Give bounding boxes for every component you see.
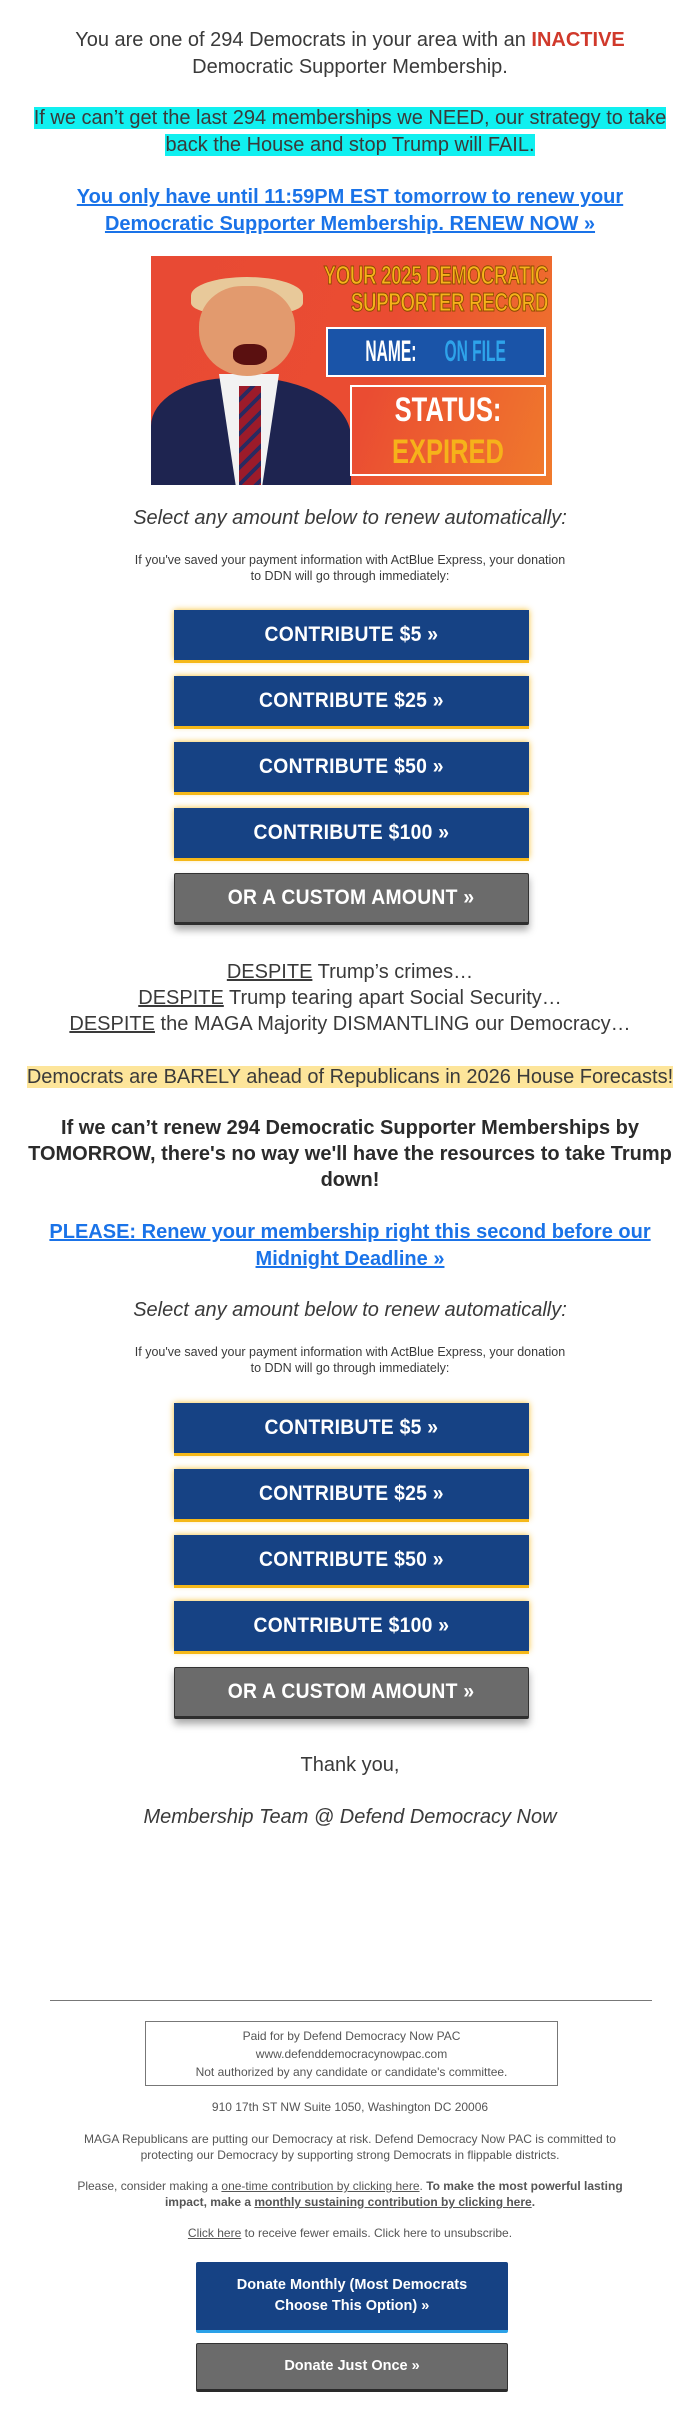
- button-label: CONTRIBUTE $5 »: [264, 1416, 439, 1439]
- name-value: ON FILE: [443, 335, 506, 368]
- custom-amount-button[interactable]: [174, 873, 529, 925]
- contribute-5-button-2[interactable]: [174, 1403, 529, 1453]
- donate-once-button[interactable]: Donate Just Once »: [196, 2343, 508, 2392]
- despite-word: DESPITE: [138, 987, 224, 1009]
- signature: Membership Team @ Defend Democracy Now: [143, 1806, 557, 1828]
- despite-text: the MAGA Majority DISMANTLING our Democracy…: [154, 1013, 631, 1035]
- custom-amount-button-2[interactable]: [174, 1667, 529, 1719]
- donate-monthly-button[interactable]: Donate Monthly (Most Democrats Choose This Option) »: [196, 2262, 508, 2333]
- button-label: CONTRIBUTE $100 »: [253, 1614, 450, 1637]
- monthly-link[interactable]: monthly sustaining contribution by clicking here: [254, 2195, 532, 2209]
- footer-divider: [50, 2000, 652, 2001]
- intro-text: [0, 27, 700, 80]
- bold-text: To make the most powerful lasting impact, make a: [164, 2179, 623, 2209]
- highlighted-warning: If we can’t get the last 294 memberships we NEED, our strategy to take back the House and stop Trump will FAIL.: [33, 107, 667, 156]
- contribute-100-button-2[interactable]: [174, 1601, 529, 1651]
- forecast-text: [0, 1064, 700, 1091]
- disclaimer-box: [145, 2021, 558, 2086]
- email-prefs: [0, 2225, 700, 2241]
- contribute-100-button[interactable]: [174, 808, 529, 858]
- fewer-emails-link[interactable]: Click here: [187, 2226, 242, 2240]
- despite-line: [0, 959, 700, 985]
- separator: .: [419, 2179, 427, 2193]
- renewal-warning: If we can’t renew 294 Democratic Supporter Memberships by TOMORROW, there's no way we'll have the resources to take Trump down!: [28, 1117, 672, 1191]
- actblue-note-2: If you've saved your payment information with ActBlue Express, your donation to DDN will go through immediately:: [134, 1345, 566, 1375]
- button-label: CONTRIBUTE $25 »: [259, 1482, 444, 1505]
- contribute-25-button-2[interactable]: [174, 1469, 529, 1519]
- inactive-label: INACTIVE: [531, 29, 625, 51]
- contribution-text: [0, 2178, 700, 2210]
- renew-membership-link[interactable]: PLEASE: Renew your membership right this second before our Midnight Deadline »: [49, 1221, 651, 1270]
- intro-line: You are one of 294 Democrats in your area with an: [75, 29, 532, 51]
- thank-you: Thank you,: [300, 1754, 400, 1776]
- despite-word: DESPITE: [69, 1013, 155, 1035]
- mission-text: MAGA Republicans are putting our Democracy at risk. Defend Democracy Now PAC is committed to protecting our Democracy by supporting strong Democrats in flippable districts.: [84, 2132, 616, 2162]
- strategy-warning: [0, 105, 700, 158]
- despite-text: Trump’s crimes…: [312, 961, 474, 983]
- address: 910 17th ST NW Suite 1050, Washington DC 20006: [211, 2100, 489, 2114]
- forecast-highlight: Democrats are BARELY ahead of Republicans in 2026 House Forecasts!: [26, 1066, 674, 1088]
- status-box: [350, 385, 546, 476]
- renew-now-link[interactable]: You only have until 11:59PM EST tomorrow to renew your Democratic Supporter Membership. RENEW NOW »: [76, 186, 624, 235]
- not-authorized: Not authorized by any candidate or candidate's committee.: [195, 2065, 508, 2079]
- unsubscribe-text[interactable]: to receive fewer emails. Click here to unsubscribe.: [241, 2226, 513, 2240]
- despite-list: [0, 959, 700, 1037]
- intro-line-2: Democratic Supporter Membership.: [192, 55, 508, 78]
- button-label: CONTRIBUTE $100 »: [253, 821, 450, 844]
- button-label: CONTRIBUTE $50 »: [259, 755, 444, 778]
- button-label: CONTRIBUTE $50 »: [259, 1548, 444, 1571]
- please-text: Please, consider making a: [77, 2179, 222, 2193]
- renew-heading-2: Select any amount below to renew automatically:: [133, 1299, 567, 1321]
- renew-membership-wrapper: [0, 1219, 700, 1272]
- button-label: CONTRIBUTE $5 »: [264, 623, 439, 646]
- contribute-50-button[interactable]: [174, 742, 529, 792]
- status-value: EXPIRED: [392, 433, 504, 471]
- record-title: YOUR 2025 DEMOCRATIC SUPPORTER RECORD: [323, 260, 548, 317]
- button-label: OR A CUSTOM AMOUNT »: [228, 886, 475, 909]
- supporter-record-image[interactable]: [151, 256, 552, 485]
- contribute-50-button-2[interactable]: [174, 1535, 529, 1585]
- renew-heading: Select any amount below to renew automatically:: [133, 507, 567, 529]
- period: .: [531, 2195, 536, 2209]
- despite-line: [0, 1011, 700, 1037]
- one-time-link[interactable]: one-time contribution by clicking here: [221, 2179, 420, 2193]
- name-label: NAME:: [364, 335, 416, 368]
- mouth-shape: [233, 344, 267, 365]
- status-label: STATUS:: [394, 391, 502, 429]
- renew-now-wrapper: [0, 184, 700, 237]
- website: www.defenddemocracynowpac.com: [255, 2047, 448, 2061]
- button-label: OR A CUSTOM AMOUNT »: [228, 1680, 475, 1703]
- name-box: [326, 327, 546, 377]
- contribute-25-button[interactable]: [174, 676, 529, 726]
- actblue-note: If you've saved your payment information with ActBlue Express, your donation to DDN will go through immediately:: [134, 553, 566, 583]
- despite-text: Trump tearing apart Social Security…: [223, 987, 562, 1009]
- paid-for: Paid for by Defend Democracy Now PAC: [242, 2029, 461, 2043]
- contribute-5-button[interactable]: [174, 610, 529, 660]
- tie-shape: [239, 386, 261, 485]
- button-label: CONTRIBUTE $25 »: [259, 689, 444, 712]
- despite-word: DESPITE: [226, 961, 313, 983]
- despite-line: [0, 985, 700, 1011]
